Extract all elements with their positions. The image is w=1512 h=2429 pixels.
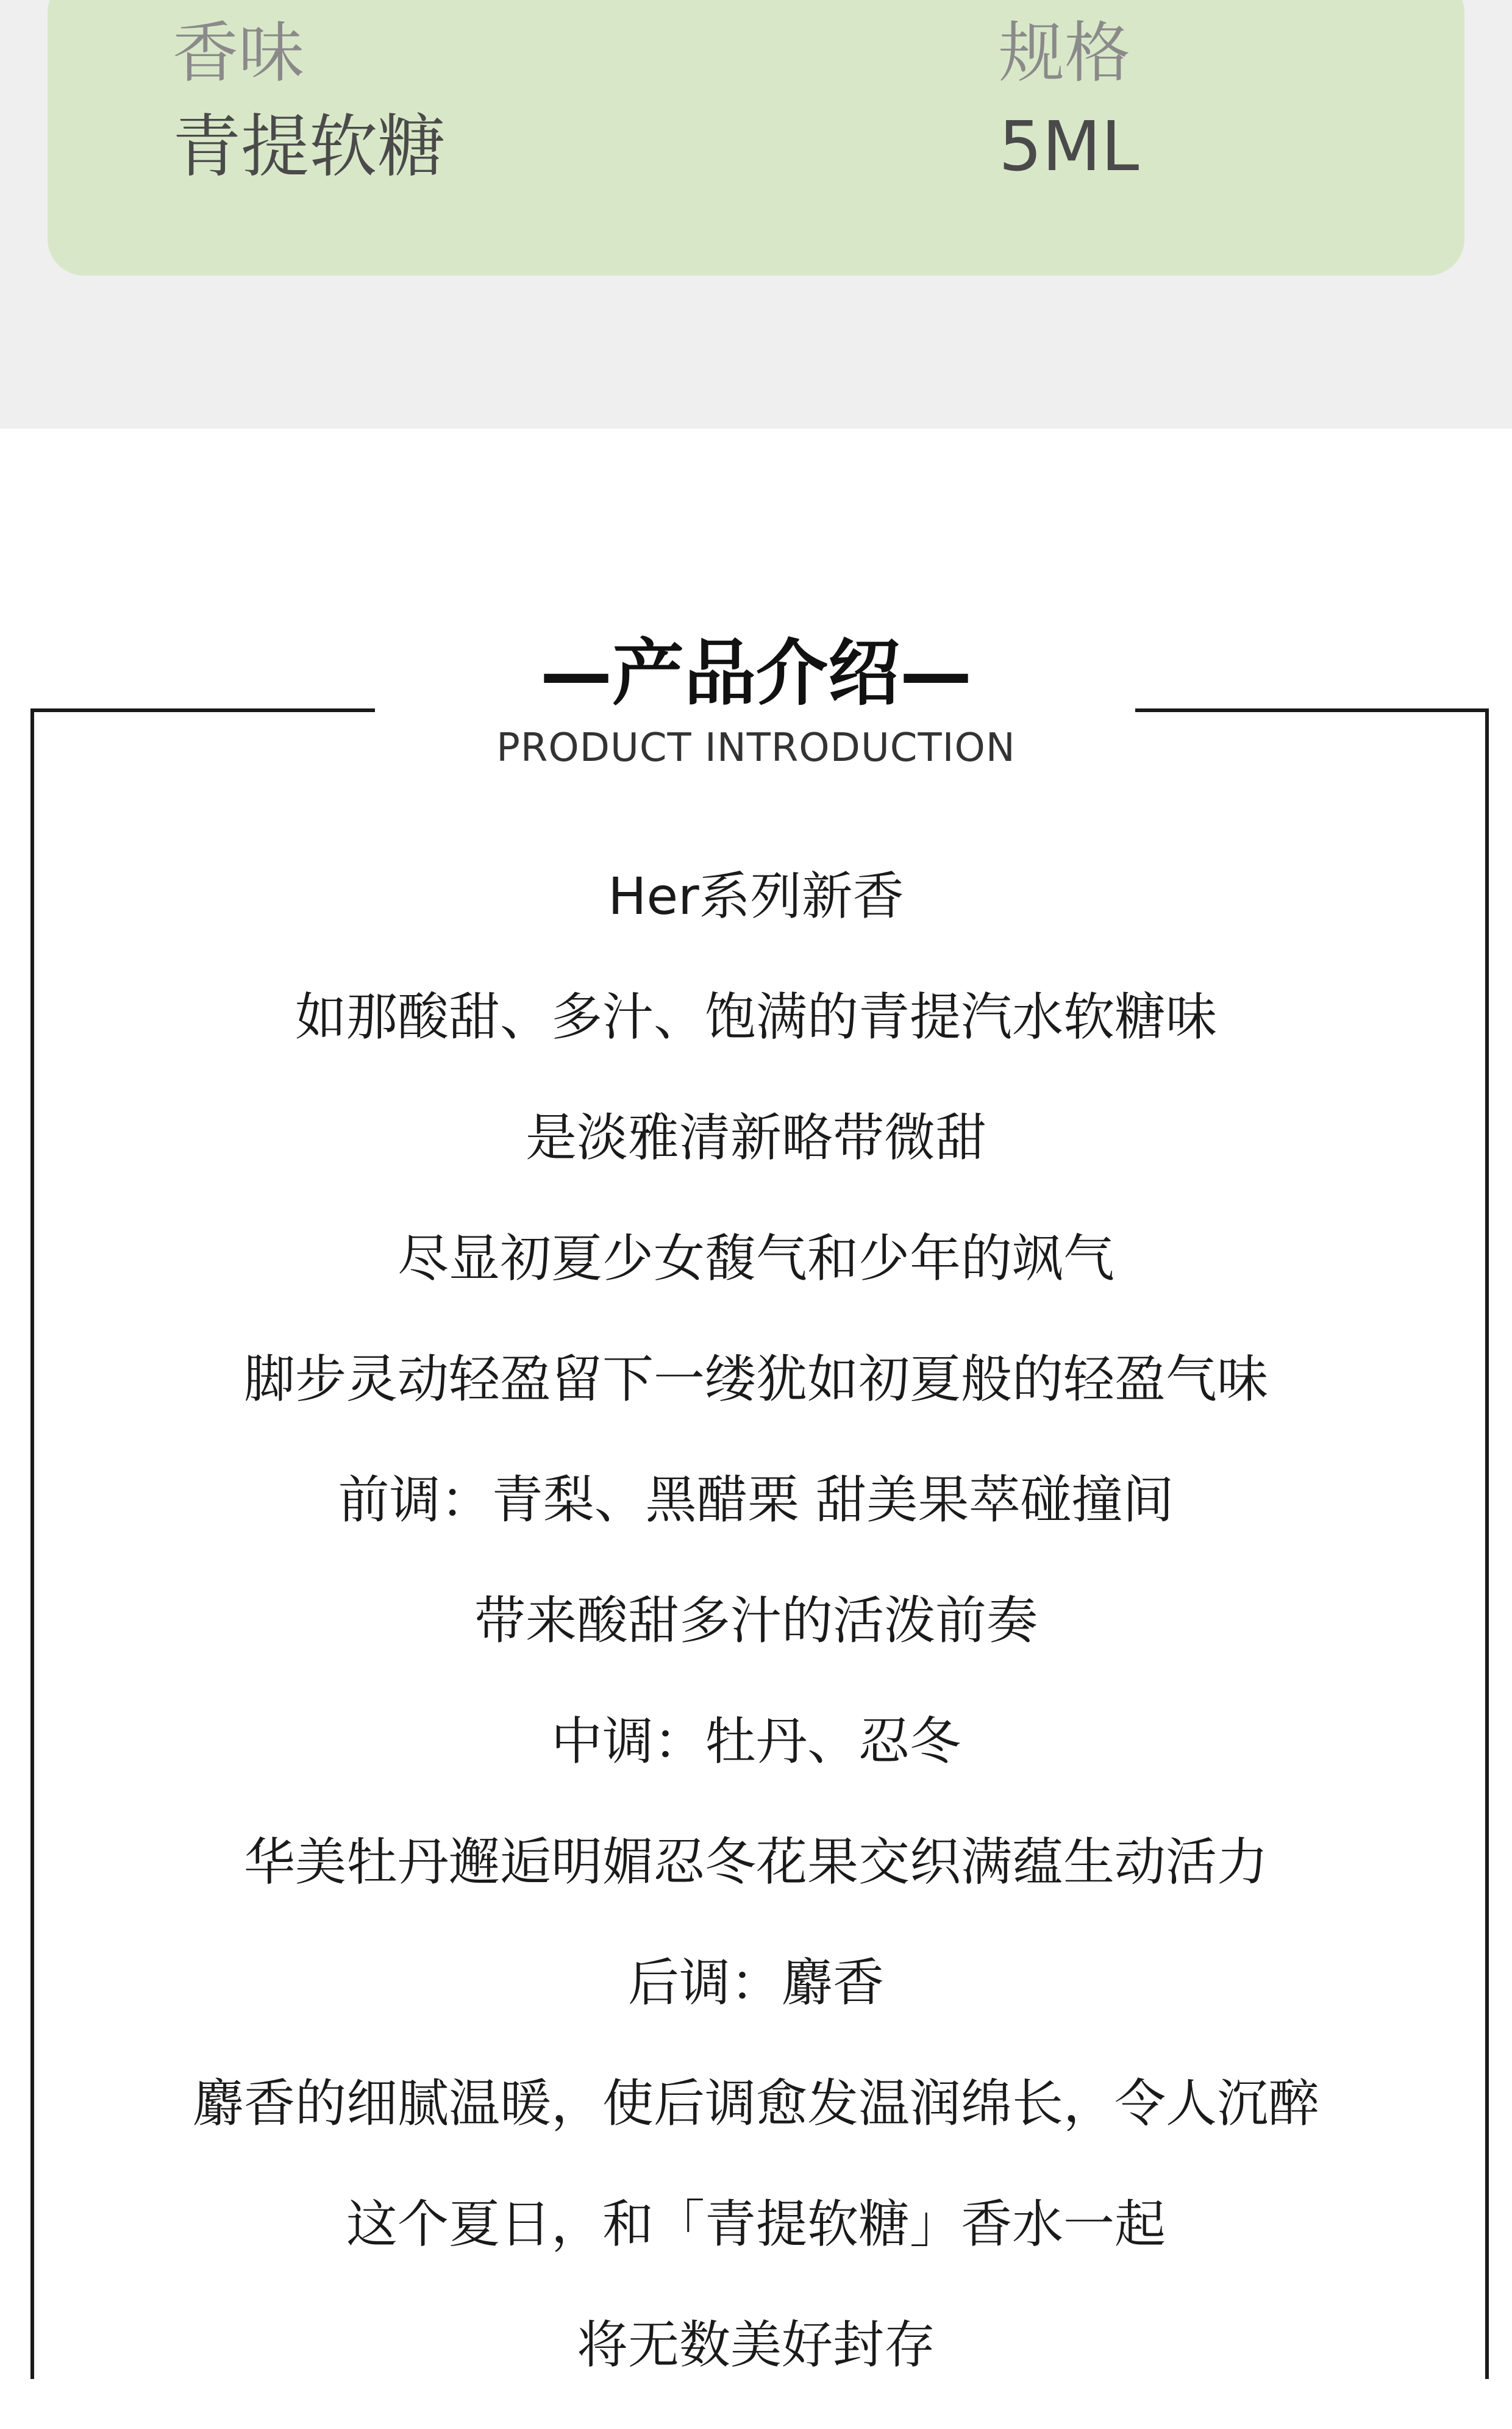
scent-value: 青提软糖 <box>173 107 446 187</box>
intro-line: 如那酸甜、多汁、饱满的青提汽水软糖味 <box>294 987 1217 1047</box>
intro-line: 华美牡丹邂逅明媚忍冬花果交织满蕴生动活力 <box>243 1832 1268 1892</box>
intro-line: 尽显初夏少女馥气和少年的飒气 <box>397 1229 1114 1288</box>
intro-title: —产品介绍— <box>540 631 972 715</box>
intro-line: 将无数美好封存 <box>576 2315 935 2375</box>
intro-line: 这个夏日，和「青提软糖」香水一起 <box>346 2194 1166 2254</box>
intro-text-block <box>0 860 1512 2429</box>
intro-line: 后调：麝香 <box>627 1953 884 2013</box>
intro-line: 是淡雅清新略带微甜 <box>525 1108 986 1168</box>
spec-card <box>48 0 1464 276</box>
intro-line: 脚步灵动轻盈留下一缕犹如初夏般的轻盈气味 <box>243 1349 1268 1409</box>
intro-line: 中调：牡丹、忍冬 <box>551 1711 961 1771</box>
intro-line: Her系列新香 <box>608 866 904 926</box>
intro-line: 带来酸甜多汁的活泼前奏 <box>474 1591 1038 1650</box>
intro-subtitle: PRODUCT INTRODUCTION <box>496 726 1016 771</box>
scent-label: 香味 <box>173 15 305 91</box>
intro-line: 麝香的细腻温暖，使后调愈发温润绵长，令人沉醉 <box>192 2074 1319 2133</box>
size-label: 规格 <box>999 15 1131 91</box>
intro-line: 前调：青梨、黑醋栗 甜美果萃碰撞间 <box>338 1470 1174 1530</box>
size-value: 5ML <box>999 107 1139 187</box>
top-band <box>0 0 1512 429</box>
